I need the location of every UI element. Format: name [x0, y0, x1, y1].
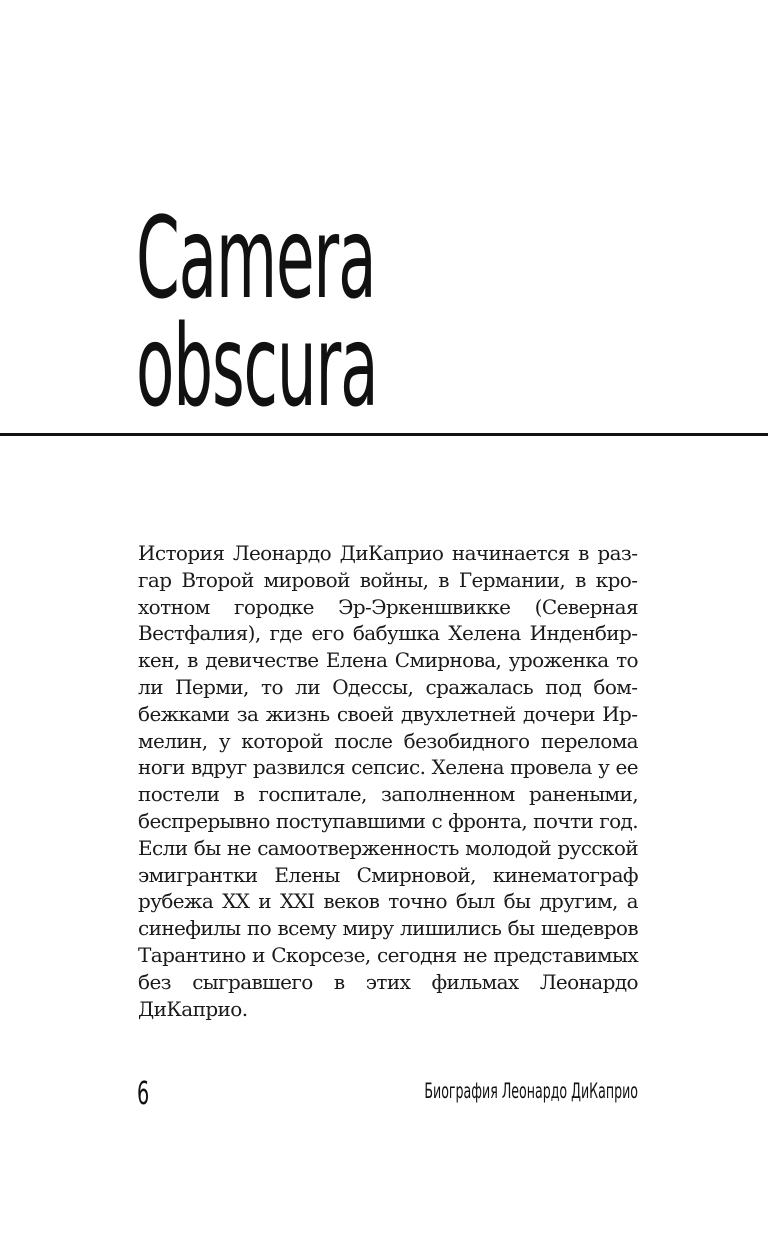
- body-paragraph: История Леонардо ДиКаприо начинается в разгар Второй мировой войны, в Германии, в крохотном городке Эр-Эркеншвикке (Северная Вестфалия), где его бабушка Хелена Инденбиркен, в девичестве Елена Смирнова, уроженка то ли Перми, то ли Одессы, сражалась под бомбежками за жизнь своей двухлетней дочери Ирмелин, у которой после безобидного перелома ноги вдруг развился сепсис. Хелена провела у ее постели в госпитале, заполненном ранеными, беспрерывно поступавшими с фронта, почти год. Если бы не самоотверженность молодой русской эмигрантки Елены Смирновой, кинематограф рубежа XX и XXI веков точно был бы другим, а синефилы по всему миру лишились бы шедевров Тарантино и Скорсезе, сегодня не представимых без сыгравшего в этих фильмах Леонардо ДиКаприо.: [138, 541, 638, 1021]
- chapter-title-line-1: Camera: [136, 194, 376, 324]
- title-divider-rule: [0, 433, 768, 436]
- page-number: 6: [137, 1074, 150, 1112]
- chapter-title: [136, 194, 378, 432]
- chapter-title-line-2: obscura: [136, 302, 378, 432]
- running-footer-title: Биография Леонардо ДиКаприо: [424, 1079, 638, 1103]
